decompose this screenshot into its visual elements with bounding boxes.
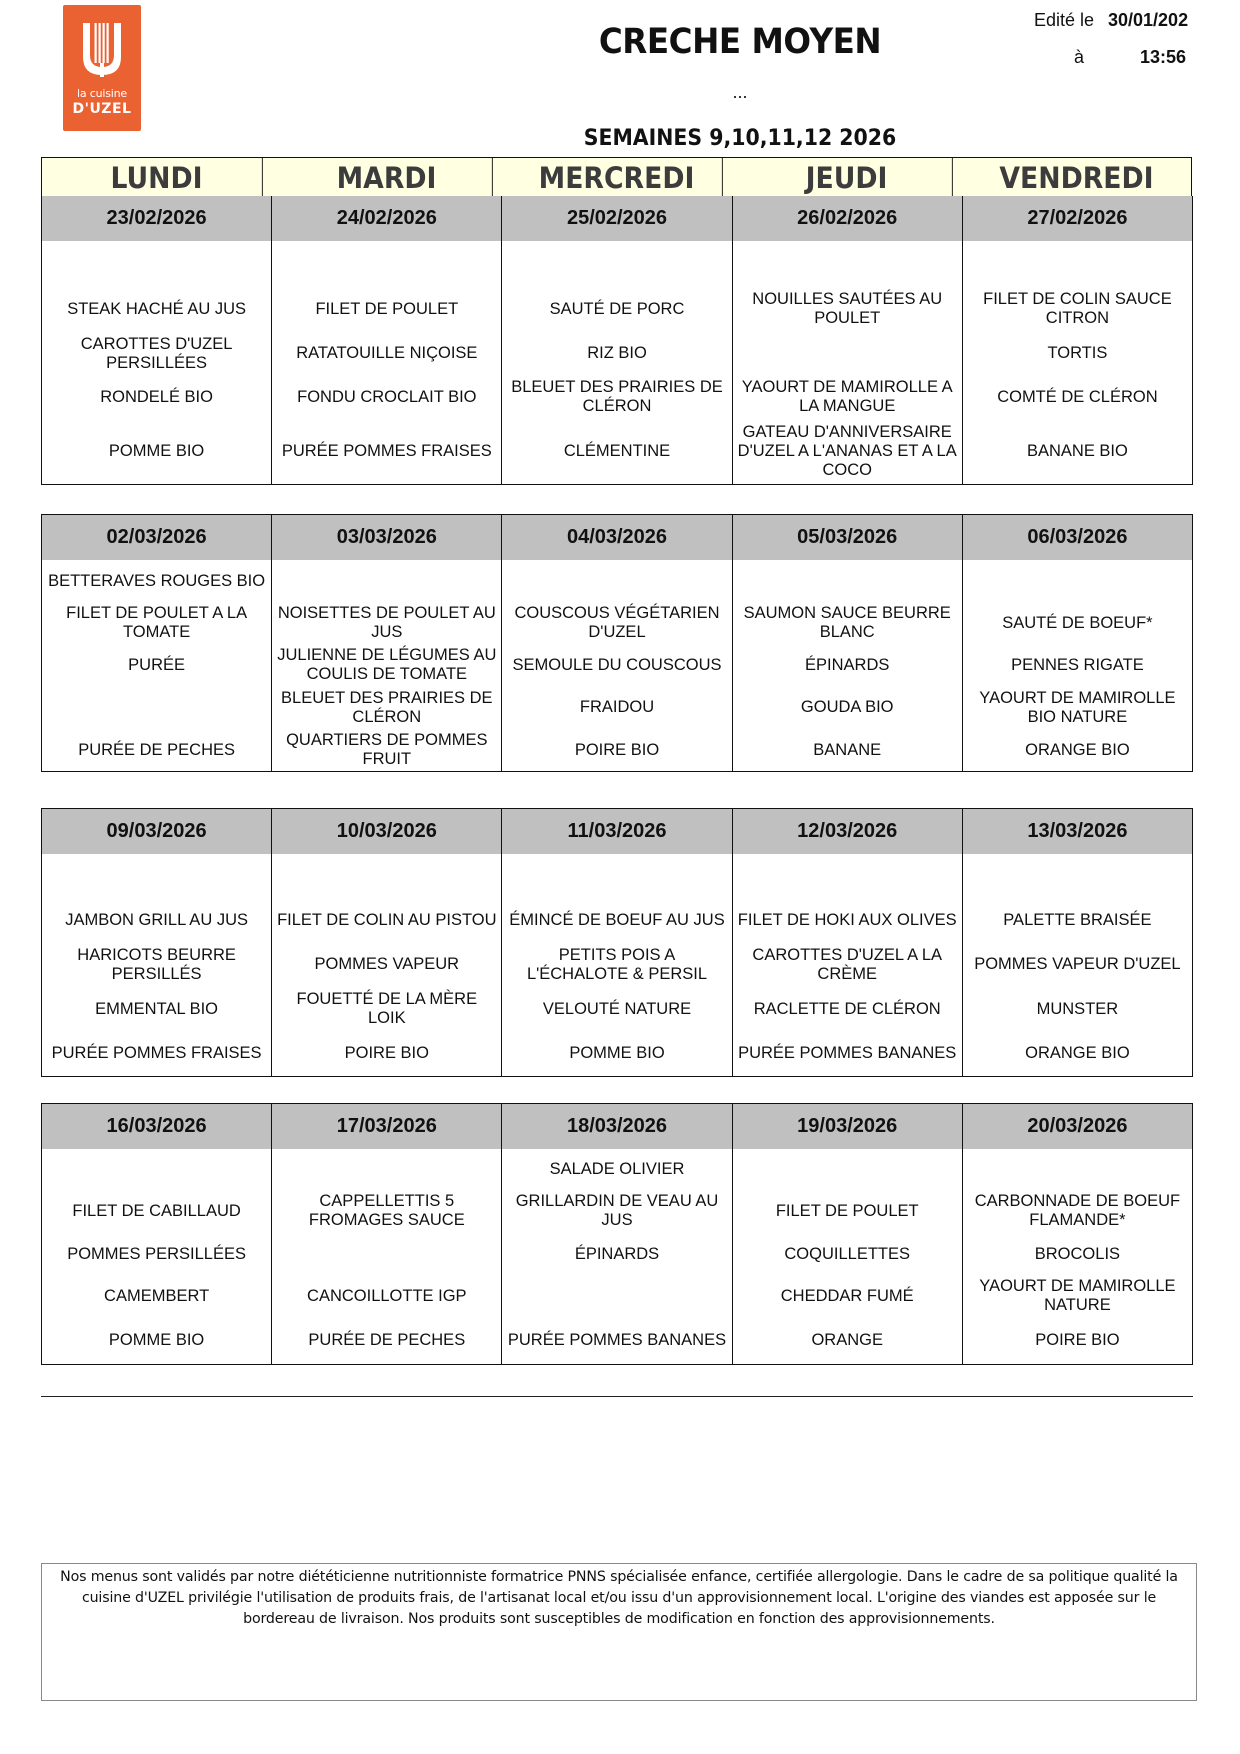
menu-item: CAMEMBERT: [104, 1286, 210, 1305]
menu-item: PURÉE: [128, 655, 186, 674]
day-menu-column: [42, 854, 272, 1076]
menu-item: POMMES VAPEUR D'UZEL: [974, 955, 1181, 973]
menu-item: BANANE BIO: [1026, 441, 1128, 460]
menu-items-grid: [42, 1149, 1192, 1364]
menu-item: PURÉE POMMES BANANES: [738, 1043, 957, 1062]
day-menu-column: [733, 854, 963, 1076]
menu-item: CANCOILLOTTE IGP: [307, 1286, 467, 1305]
week-block: [41, 808, 1193, 1077]
date-row: [42, 809, 1192, 854]
date-cell: 19/03/2026: [733, 1104, 963, 1149]
menu-item: CHEDDAR FUMÉ: [780, 1286, 914, 1305]
cuisine-duzel-logo: [63, 5, 141, 131]
menu-item: NOUILLES SAUTÉES AU POULET: [752, 290, 943, 327]
menu-item: PETITS POIS A L'ÉCHALOTE & PERSIL: [526, 945, 708, 983]
weeks-label: SEMAINES 9,10,11,12 2026: [583, 126, 897, 151]
weekday-wednesday: MERCREDI: [511, 158, 723, 196]
menu-item: SAUMON SAUCE BEURRE BLANC: [743, 604, 951, 641]
day-menu-column: [42, 1149, 272, 1364]
menu-item: FILET DE COLIN SAUCE CITRON: [983, 290, 1172, 327]
menu-item: [963, 241, 1192, 287]
day-menu-column: [502, 1149, 732, 1364]
date-cell: 16/03/2026: [42, 1104, 272, 1149]
menu-item: BROCOLIS: [1034, 1244, 1121, 1263]
menu-item: FILET DE HOKI AUX OLIVES: [737, 910, 957, 929]
subtitle-dots: ...: [732, 82, 748, 102]
menu-item: PENNES RIGATE: [1011, 655, 1144, 674]
menu-item: POMME BIO: [108, 441, 205, 460]
weekday-thursday: JEUDI: [741, 158, 953, 196]
weekday-tuesday: MARDI: [281, 158, 493, 196]
date-row: [42, 196, 1192, 241]
day-menu-column: [733, 241, 963, 484]
menu-item: [502, 560, 731, 602]
day-menu-column: [963, 854, 1192, 1076]
weekday-header-row: [41, 157, 1192, 197]
fork-icon: [63, 5, 141, 85]
date-cell: 20/03/2026: [1027, 1115, 1128, 1137]
menu-item: [272, 560, 501, 602]
menu-item: [502, 1275, 731, 1317]
menu-item: [272, 854, 501, 899]
date-cell: 23/02/2026: [42, 196, 272, 241]
menu-item: POIRE BIO: [344, 1043, 429, 1062]
menu-item: NOISETTES DE POULET AU JUS: [277, 604, 496, 641]
menu-item: [502, 241, 731, 287]
edit-date-label: Edité le: [1033, 10, 1094, 30]
menu-items-grid: [42, 854, 1192, 1076]
menu-item: CLÉMENTINE: [563, 441, 671, 460]
menu-item: [733, 854, 962, 899]
menu-item: JAMBON GRILL AU JUS: [65, 910, 248, 929]
page-title: CRECHE MOYEN: [598, 22, 882, 62]
day-menu-column: [963, 241, 1192, 484]
menu-item: STEAK HACHÉ AU JUS: [67, 299, 246, 318]
menu-item: BLEUET DES PRAIRIES DE CLÉRON: [281, 688, 493, 726]
date-cell: 06/03/2026: [1027, 526, 1128, 548]
day-menu-column: [42, 241, 272, 484]
day-menu-column: [963, 1149, 1192, 1364]
menu-item: POMMES VAPEUR: [314, 955, 460, 973]
menu-item: VELOUTÉ NATURE: [542, 999, 692, 1018]
menu-item: CARBONNADE DE BOEUF FLAMANDE*: [974, 1192, 1181, 1229]
weekday-friday: VENDREDI: [999, 161, 1154, 195]
date-row: [42, 515, 1192, 560]
menu-item: COQUILLETTES: [784, 1244, 911, 1263]
date-cell: 13/03/2026: [1027, 820, 1128, 842]
date-cell: 27/02/2026: [1027, 207, 1128, 229]
menu-item: ORANGE: [811, 1331, 883, 1349]
menu-item: ORANGE BIO: [1025, 740, 1130, 759]
date-cell: 09/03/2026: [42, 809, 272, 854]
menu-item: JULIENNE DE LÉGUMES AU COULIS DE TOMATE: [277, 646, 497, 683]
date-cell: 26/02/2026: [733, 196, 963, 241]
table-end-divider: [41, 1396, 1193, 1397]
menu-item: CAROTTES D'UZEL A LA CRÈME: [752, 945, 942, 983]
edit-time-value: 13:56: [1140, 47, 1187, 67]
menu-item: [272, 1233, 501, 1275]
menu-item: ÉMINCÉ DE BOEUF AU JUS: [509, 910, 725, 929]
menu-item: GATEAU D'ANNIVERSAIRE D'UZEL A L'ANANAS ET A LA COCO: [737, 422, 957, 479]
day-menu-column: [272, 560, 502, 771]
menu-item: TORTIS: [1047, 344, 1108, 362]
date-cell: 11/03/2026: [502, 809, 732, 854]
menu-items-grid: [42, 560, 1192, 771]
menu-item: [963, 854, 1192, 899]
menu-item: [733, 560, 962, 602]
date-cell: 03/03/2026: [272, 515, 502, 560]
menu-item: [42, 686, 271, 729]
date-cell: 02/03/2026: [42, 515, 272, 560]
week-block: [41, 514, 1193, 772]
menu-item: FRAIDOU: [579, 698, 655, 716]
menu-item: BLEUET DES PRAIRIES DE CLÉRON: [511, 378, 723, 415]
day-menu-column: [272, 241, 502, 484]
menu-item: FILET DE POULET: [315, 299, 459, 318]
day-menu-column: [502, 241, 732, 484]
menu-item: MUNSTER: [1036, 999, 1119, 1018]
menu-item: PURÉE DE PECHES: [78, 740, 235, 759]
menu-item: SALADE OLIVIER: [549, 1159, 685, 1178]
menu-item: [963, 560, 1192, 602]
menu-item: BANANE: [813, 740, 882, 759]
menu-item: RATATOUILLE NIÇOISE: [296, 344, 478, 362]
menu-item: POMME BIO: [569, 1043, 665, 1062]
menu-item: PURÉE POMMES FRAISES: [281, 441, 492, 460]
day-menu-column: [733, 1149, 963, 1364]
menu-item: SAUTÉ DE BOEUF*: [1002, 613, 1153, 632]
week-block: [41, 1103, 1193, 1365]
date-cell: 18/03/2026: [502, 1104, 732, 1149]
menu-item: [42, 1149, 271, 1189]
menu-item: SEMOULE DU COUSCOUS: [512, 655, 722, 674]
menu-item: HARICOTS BEURRE PERSILLÉS: [77, 945, 236, 983]
menu-item: FILET DE CABILLAUD: [72, 1201, 241, 1220]
day-menu-column: [272, 1149, 502, 1364]
logo-line-1: la cuisine: [77, 87, 127, 100]
date-cell: 10/03/2026: [272, 809, 502, 854]
menu-item: ÉPINARDS: [574, 1244, 660, 1263]
menu-item: PURÉE POMMES FRAISES: [51, 1043, 262, 1062]
weekday-monday: LUNDI: [51, 158, 263, 196]
day-menu-column: [502, 560, 732, 771]
menu-item: POMMES PERSILLÉES: [67, 1244, 246, 1263]
menu-item: [272, 241, 501, 287]
menu-item: YAOURT DE MAMIROLLE NATURE: [979, 1277, 1176, 1314]
menu-item: [963, 1149, 1192, 1189]
menu-item: FOUETTÉ DE LA MÈRE LOIK: [296, 990, 478, 1027]
edit-time-label: à: [1073, 47, 1084, 67]
menu-item: YAOURT DE MAMIROLLE A LA MANGUE: [741, 378, 953, 415]
menu-item: FILET DE POULET: [775, 1201, 919, 1220]
menu-item: FILET DE POULET A LA TOMATE: [66, 604, 248, 641]
menu-item: QUARTIERS DE POMMES FRUIT: [286, 731, 488, 768]
menu-item: RIZ BIO: [587, 344, 647, 362]
menu-item: RACLETTE DE CLÉRON: [753, 999, 941, 1018]
menu-item: RONDELÉ BIO: [100, 387, 213, 406]
menu-item: SAUTÉ DE PORC: [549, 299, 685, 318]
edit-date-value: 30/01/202: [1108, 10, 1189, 30]
day-menu-column: [502, 854, 732, 1076]
day-menu-column: [733, 560, 963, 771]
menu-item: BETTERAVES ROUGES BIO: [48, 571, 266, 590]
menu-item: CAROTTES D'UZEL PERSILLÉES: [80, 334, 233, 372]
date-row: [42, 1104, 1192, 1149]
menu-item: FILET DE COLIN AU PISTOU: [277, 910, 497, 929]
menu-item: PURÉE POMMES BANANES: [507, 1331, 727, 1349]
date-cell: 25/02/2026: [502, 196, 732, 241]
date-cell: 17/03/2026: [272, 1104, 502, 1149]
menu-item: [42, 241, 271, 287]
menu-items-grid: [42, 241, 1192, 484]
date-cell: 05/03/2026: [733, 515, 963, 560]
menu-item: [272, 1149, 501, 1189]
menu-item: [42, 854, 271, 899]
menu-item: COMTÉ DE CLÉRON: [997, 387, 1158, 406]
menu-item: [733, 331, 962, 376]
menu-item: YAOURT DE MAMIROLLE BIO NATURE: [979, 688, 1176, 726]
menu-item: CAPPELLETTIS 5 FROMAGES SAUCE: [308, 1192, 465, 1229]
menu-item: POIRE BIO: [574, 740, 660, 759]
menu-item: POMME BIO: [108, 1331, 205, 1349]
menu-item: FONDU CROCLAIT BIO: [297, 387, 477, 406]
day-menu-column: [272, 854, 502, 1076]
menu-item: [502, 854, 731, 899]
footer-disclaimer: Nos menus sont validés par notre diététicienne nutritionniste formatrice PNNS spécialisée enfance, certifiée allergologie. Dans le cadre de sa politique qualité la cuisine d'UZEL privilégie l'utilisation de produits frais, de l'artisanat local et/ou issu d'un approvisionnement local. L'origine des viandes est apposée sur le bordereau de livraison. Nos produits sont susceptibles de modification en fonction des approvisionnements.: [41, 1563, 1197, 1701]
menu-item: POIRE BIO: [1035, 1331, 1120, 1349]
date-cell: 12/03/2026: [733, 809, 963, 854]
menu-item: GRILLARDIN DE VEAU AU JUS: [515, 1192, 719, 1229]
menu-item: GOUDA BIO: [800, 698, 894, 716]
date-cell: 04/03/2026: [502, 515, 732, 560]
menu-item: [733, 1149, 962, 1189]
menu-item: [733, 241, 962, 287]
date-cell: 24/02/2026: [272, 196, 502, 241]
menu-item: PALETTE BRAISÉE: [1003, 910, 1152, 929]
menu-item: EMMENTAL BIO: [95, 999, 219, 1018]
day-menu-column: [42, 560, 272, 771]
menu-item: ÉPINARDS: [805, 655, 890, 674]
logo-line-2: D'UZEL: [72, 101, 132, 117]
menu-item: PURÉE DE PECHES: [308, 1331, 466, 1349]
day-menu-column: [963, 560, 1192, 771]
menu-item: COUSCOUS VÉGÉTARIEN D'UZEL: [514, 604, 720, 641]
menu-item: ORANGE BIO: [1025, 1043, 1130, 1062]
week-block: [41, 196, 1193, 485]
